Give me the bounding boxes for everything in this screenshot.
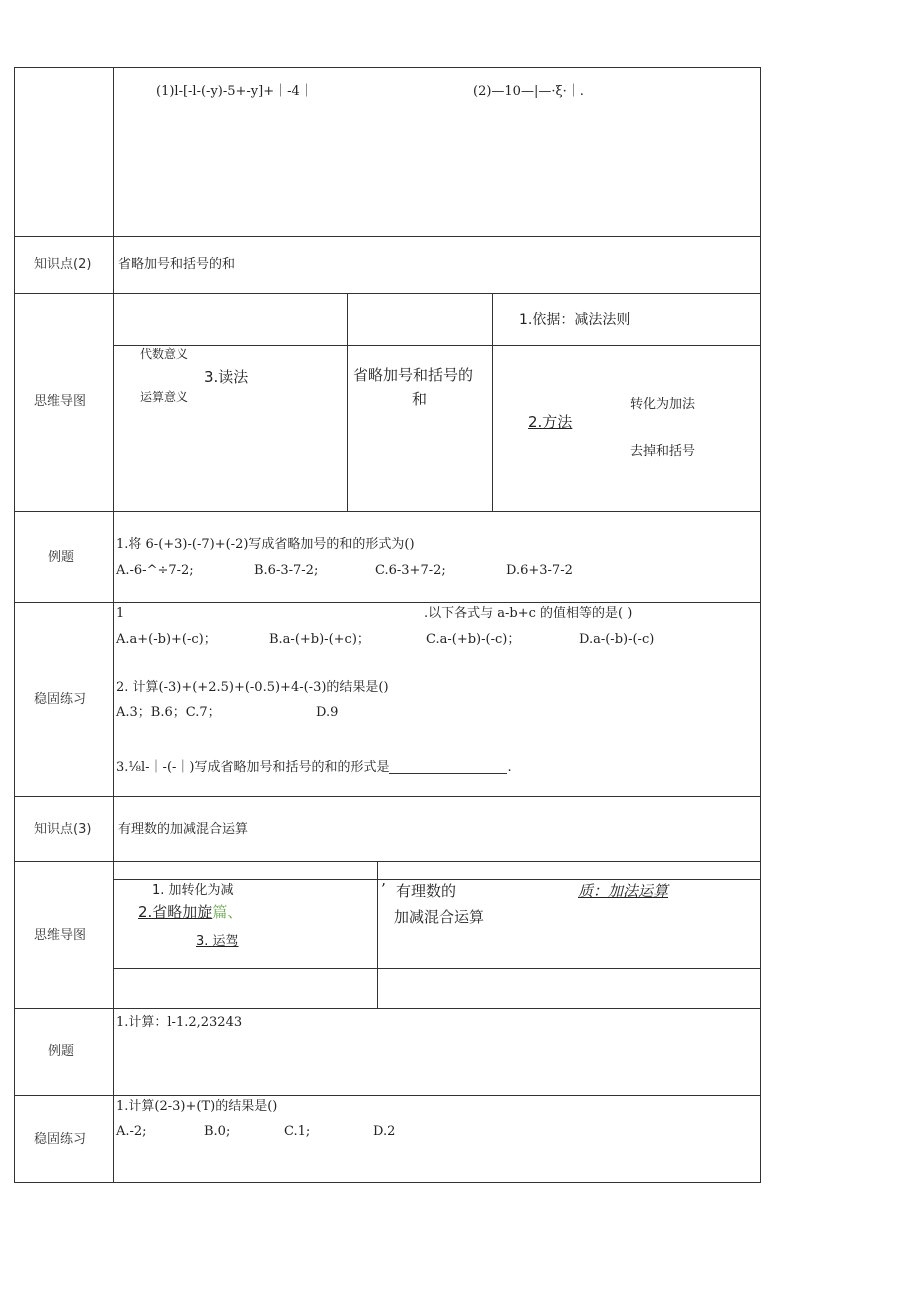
example1-option-d: D.6+3-7-2 — [506, 563, 573, 578]
mindmap1-reading: 3.读法 — [204, 368, 249, 386]
mindmap1-center-line2: 和 — [412, 390, 428, 408]
mindmap2-label: 思维导图 — [34, 928, 87, 943]
mindmap2-inner-line — [377, 861, 378, 1008]
row-divider — [14, 1095, 761, 1096]
mindmap1-convert-to-add: 转化为加法 — [630, 397, 696, 412]
practice2-option-c: C.1; — [284, 1124, 311, 1139]
practice1-q3-end: . — [507, 760, 512, 775]
mindmap2-item-3: 3. 运驾 — [196, 934, 239, 949]
practice1-q1-number: 1 — [116, 606, 125, 621]
mindmap2-essence: 质：加法运算 — [578, 882, 669, 900]
example1-label: 例题 — [48, 550, 75, 565]
example2-question: 1.计算：l-1.2,23243 — [116, 1015, 243, 1030]
kp3-label: 知识点(3) — [34, 822, 92, 837]
practice2-question: 1.计算(2-3)+(T)的结果是() — [116, 1099, 278, 1114]
practice2-option-d: D.2 — [373, 1124, 396, 1139]
kp3-content: 有理数的加减混合运算 — [118, 822, 249, 837]
row-divider — [14, 796, 761, 797]
practice1-q1-text: .以下各式与 a-b+c 的值相等的是( ) — [424, 606, 633, 621]
mindmap1-remove-parens: 去掉和括号 — [630, 444, 696, 459]
mindmap2-item-2 — [138, 905, 242, 920]
practice1-q1-option-d: D.a-(-b)-(-c) — [579, 632, 655, 647]
practice1-q2-option-d: D.9 — [316, 705, 339, 720]
example2-label: 例题 — [48, 1044, 75, 1059]
mindmap1-algebraic-meaning: 代数意义 — [140, 347, 189, 361]
kp2-content: 省略加号和括号的和 — [118, 257, 236, 272]
example1-question: 1.将 6-(+3)-(-7)+(-2)写成省略加号的和的形式为() — [116, 537, 415, 552]
practice2-option-a: A.-2; — [116, 1124, 147, 1139]
mindmap2-item-2-text: 2.省略加旋 — [138, 903, 213, 921]
mindmap2-inner-line — [113, 879, 761, 880]
kp2-label: 知识点(2) — [34, 257, 92, 272]
practice1-q3-text: 3.⅛l-｜-(-｜)写成省略加号和括号的和的形式是 — [116, 760, 390, 775]
practice1-q2-options-abc: A.3；B.6；C.7； — [116, 705, 221, 720]
example1-option-b: B.6-3-7-2; — [254, 563, 319, 578]
row-divider — [14, 1008, 761, 1009]
practice1-q1-option-c: C.a-(+b)-(-c)； — [426, 632, 521, 647]
practice1-q3 — [116, 761, 512, 774]
table-border-right — [760, 67, 761, 1183]
table-border-top — [14, 67, 761, 68]
example1-option-c: C.6-3+7-2; — [375, 563, 446, 578]
mindmap2-item-1: 1. 加转化为减 — [152, 883, 234, 898]
table-border-bottom — [14, 1182, 761, 1183]
mindmap1-inner-line — [113, 345, 761, 346]
mindmap2-item-2-green: 篇、 — [212, 903, 243, 921]
row-divider — [14, 602, 761, 603]
mindmap1-operation-meaning: 运算意义 — [140, 390, 189, 404]
row-divider — [14, 511, 761, 512]
practice1-q3-answer-blank[interactable] — [389, 761, 507, 774]
mindmap1-inner-line — [347, 293, 348, 511]
practice2-label: 稳固练习 — [34, 1132, 87, 1147]
mindmap1-inner-line — [492, 293, 493, 511]
problem-2: (2)—10—|—·ξ·｜. — [473, 84, 584, 99]
mindmap1-basis: 1.依据：减法法则 — [519, 312, 631, 328]
practice1-q1-option-b: B.a-(+b)-(+c)； — [269, 632, 370, 647]
label-column-divider — [113, 67, 114, 1183]
row-divider — [14, 236, 761, 237]
row-divider — [14, 861, 761, 862]
practice2-option-b: B.0; — [204, 1124, 231, 1139]
table-border-left — [14, 67, 15, 1183]
mindmap2-inner-line — [113, 968, 761, 969]
mindmap2-center-line2: 加减混合运算 — [394, 908, 485, 926]
problem-1: (1)l-[-l-(-y)-5+-y]+｜-4｜ — [156, 84, 313, 99]
mindmap1-label: 思维导图 — [34, 394, 87, 409]
mindmap2-center-line1: 有理数的 — [396, 882, 457, 900]
mindmap1-center-line1: 省略加号和括号的 — [353, 366, 474, 384]
example1-option-a: A.-6-^÷7-2; — [116, 563, 194, 578]
practice1-q2-text: 2. 计算(-3)+(+2.5)+(-0.5)+4-(-3)的结果是() — [116, 680, 389, 695]
practice1-label: 稳固练习 — [34, 692, 87, 707]
mindmap2-tick: ’ — [381, 880, 386, 898]
mindmap1-method: 2.方法 — [528, 413, 573, 431]
row-divider — [14, 293, 761, 294]
practice1-q1-option-a: A.a+(-b)+(-c)； — [116, 632, 217, 647]
